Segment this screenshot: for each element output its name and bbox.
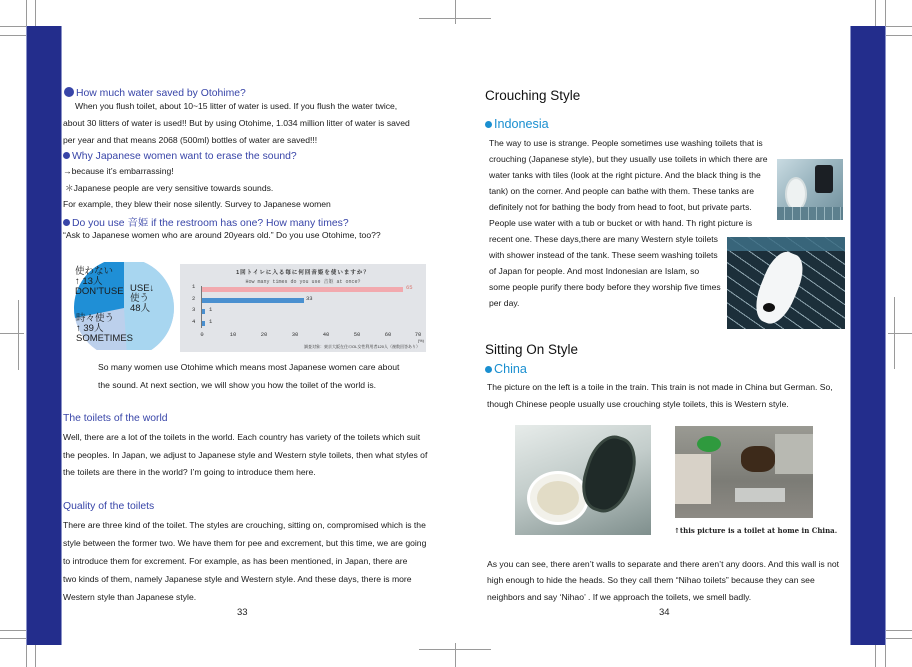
x-tick: 40	[322, 331, 330, 338]
section-heading-water-saved: How much water saved by Otohime?	[64, 87, 246, 99]
section-heading-quality: Quality of the toilets	[63, 501, 155, 512]
x-tick: 60	[384, 331, 392, 338]
paragraph-line: The way to use is strange. People sometimes use washing toilets that is	[489, 138, 763, 148]
x-tick: 30	[291, 331, 299, 338]
country-heading-indonesia: Indonesia	[485, 117, 549, 131]
bar-chart-times-used	[180, 264, 426, 352]
paragraph-line: per year and that means 2068 (500ml) bottles of water are saved!!!	[63, 135, 318, 145]
bar-value: 1	[209, 318, 213, 325]
paragraph-line: ＊Japanese people are very sensitive towards sounds.	[65, 183, 274, 193]
chart-footnote: 調査対象：東京大阪在住のOL女性利用者120人（複数回答あり）	[303, 344, 420, 349]
paragraph-line: The picture on the left is a toile in the train. This train is not made in China but German. So,	[487, 382, 833, 392]
paragraph-line: the sound. At next section, we will show you how the toilet of the world is.	[98, 380, 377, 390]
pie-chart-otohime-usage	[66, 262, 176, 350]
bullet-icon	[64, 87, 74, 97]
photo-indonesia-tank-toilet	[777, 159, 843, 220]
y-tick: 3	[192, 306, 196, 313]
paragraph-line: about 30 litters of water is used!! But by using Otohime, 1.034 million litter of water is saved	[63, 118, 410, 128]
section-heading-erase-sound: Why Japanese women want to erase the sound?	[63, 151, 297, 162]
pie-label-dont-use: 使わない ↑ 13人 DON’TUSE	[75, 266, 124, 297]
bullet-icon	[63, 219, 70, 226]
paragraph-line: recent one. These days,there are many Western style toilets	[489, 234, 718, 244]
paragraph-line: some people purify there body before they worship five times	[489, 282, 721, 292]
bullet-icon	[485, 121, 492, 128]
bar-3	[202, 309, 205, 314]
paragraph-line: “Ask to Japanese women who are around 20years old.” Do you use Otohime, too??	[63, 230, 381, 240]
paragraph-line: per day.	[489, 298, 520, 308]
x-tick: 50	[353, 331, 361, 338]
x-tick: 70	[414, 331, 422, 338]
x-tick: 20	[260, 331, 268, 338]
photo-china-home-toilet	[675, 426, 813, 518]
paragraph-line: People use water with a tub or bucket or with hand. Th right picture is	[489, 218, 753, 228]
bar-4	[202, 321, 205, 326]
paragraph-line: neighbors and say ‘Nihao’ . If we approach the toilets, we smell badly.	[487, 592, 752, 602]
y-tick: 4	[192, 318, 196, 325]
paragraph-line: →because it’s embarrassing!	[63, 166, 174, 176]
bullet-icon	[63, 152, 70, 159]
photo-china-train-toilet	[515, 425, 651, 535]
bar-value: 33	[306, 295, 313, 302]
bar-value: 65	[406, 284, 413, 291]
paragraph-line: the peoples. In Japan, we adjust to Japanese style and Western style toilets, then what styles of	[63, 450, 428, 460]
paragraph-line: definitely not for bathing the body from head to foot, but private parts.	[489, 202, 752, 212]
section-heading-survey: Do you use 音姫 if the restroom has one? How many times?	[63, 214, 349, 229]
x-axis-unit: (%)	[417, 338, 424, 343]
bar-2	[202, 298, 304, 303]
y-tick: 1	[192, 283, 196, 290]
paragraph-line: Western style than Japanese style.	[63, 592, 197, 602]
bar-1	[202, 287, 403, 292]
pie-label-use: USE↓ 使う 48人	[130, 283, 155, 314]
paragraph-line: For example, they blew their nose silently. Survey to Japanese women	[63, 199, 331, 209]
pie-label-sometimes: 時々使う ↑ 39人 SOMETIMES	[76, 313, 134, 344]
paragraph-line: high enough to hide the heads. So they call them “Nihao toilets” because they can see	[487, 575, 815, 585]
paragraph-line: though Chinese people usually use crouching style toilets, this is Western style.	[487, 399, 789, 409]
bar-value: 1	[209, 306, 213, 313]
x-tick: 0	[200, 331, 204, 338]
heading-sitting-on-style: Sitting On Style	[485, 342, 579, 357]
paragraph-line: Well, there are a lot of the toilets in the world. Each country has variety of the toilets which suit	[63, 432, 421, 442]
y-tick: 2	[192, 295, 196, 302]
paragraph-line: There are three kind of the toilet. The styles are crouching, sitting on, compromised which is the	[63, 520, 426, 530]
photo-indonesia-crouching-toilet	[727, 237, 845, 329]
paragraph-line: with shower instead of the tank. These seem washing toilets	[489, 250, 718, 260]
paragraph-line: tank) on the corner. And people can bathe with them. These tanks are	[489, 186, 754, 196]
paragraph-line: water tanks with tiles (look at the right picture. And the black thing is the	[489, 170, 761, 180]
paragraph-line: two kinds of them, namely Japanese style and Western style. And these days, there is more	[63, 574, 412, 584]
paragraph-line: the toilets are there in the world? I’m going to introduce them here.	[63, 467, 316, 477]
paragraph-line: to introduce them for excrement. For example, as has been mentioned, in Japan, there are	[63, 556, 408, 566]
paragraph-line: crouching (Japanese style), but they usually use toilets in which there are	[489, 154, 768, 164]
chart-subtitle: How many times do you use 音姫 at once?	[245, 279, 361, 285]
page-34	[456, 0, 912, 667]
heading-crouching-style: Crouching Style	[485, 88, 581, 103]
page-number: 34	[659, 607, 670, 618]
paragraph-line: style between the former two. We have them for pee and excrement, but this time, we are going	[63, 538, 427, 548]
bullet-icon	[485, 366, 492, 373]
paragraph-line: As you can see, there aren’t walls to separate and there aren’t any doors. And this wall is not	[487, 559, 840, 569]
paragraph-line: So many women use Otohime which means most Japanese women care about	[98, 362, 400, 372]
x-tick: 10	[229, 331, 237, 338]
photo-caption: ↑this picture is a toilet at home in China.	[674, 526, 838, 535]
country-heading-china: China	[485, 362, 527, 376]
page-number: 33	[237, 607, 248, 618]
section-heading-toilets-of-world: The toilets of the world	[63, 413, 168, 424]
chart-title: 1回トイレに入る毎に何回音姫を使いますか？	[236, 270, 370, 276]
paragraph-line: of Japan for people. And most Indonesian are Islam, so	[489, 266, 700, 276]
paragraph-line: When you flush toilet, about 10~15 litter of water is used. If you flush the water twice,	[75, 101, 398, 111]
